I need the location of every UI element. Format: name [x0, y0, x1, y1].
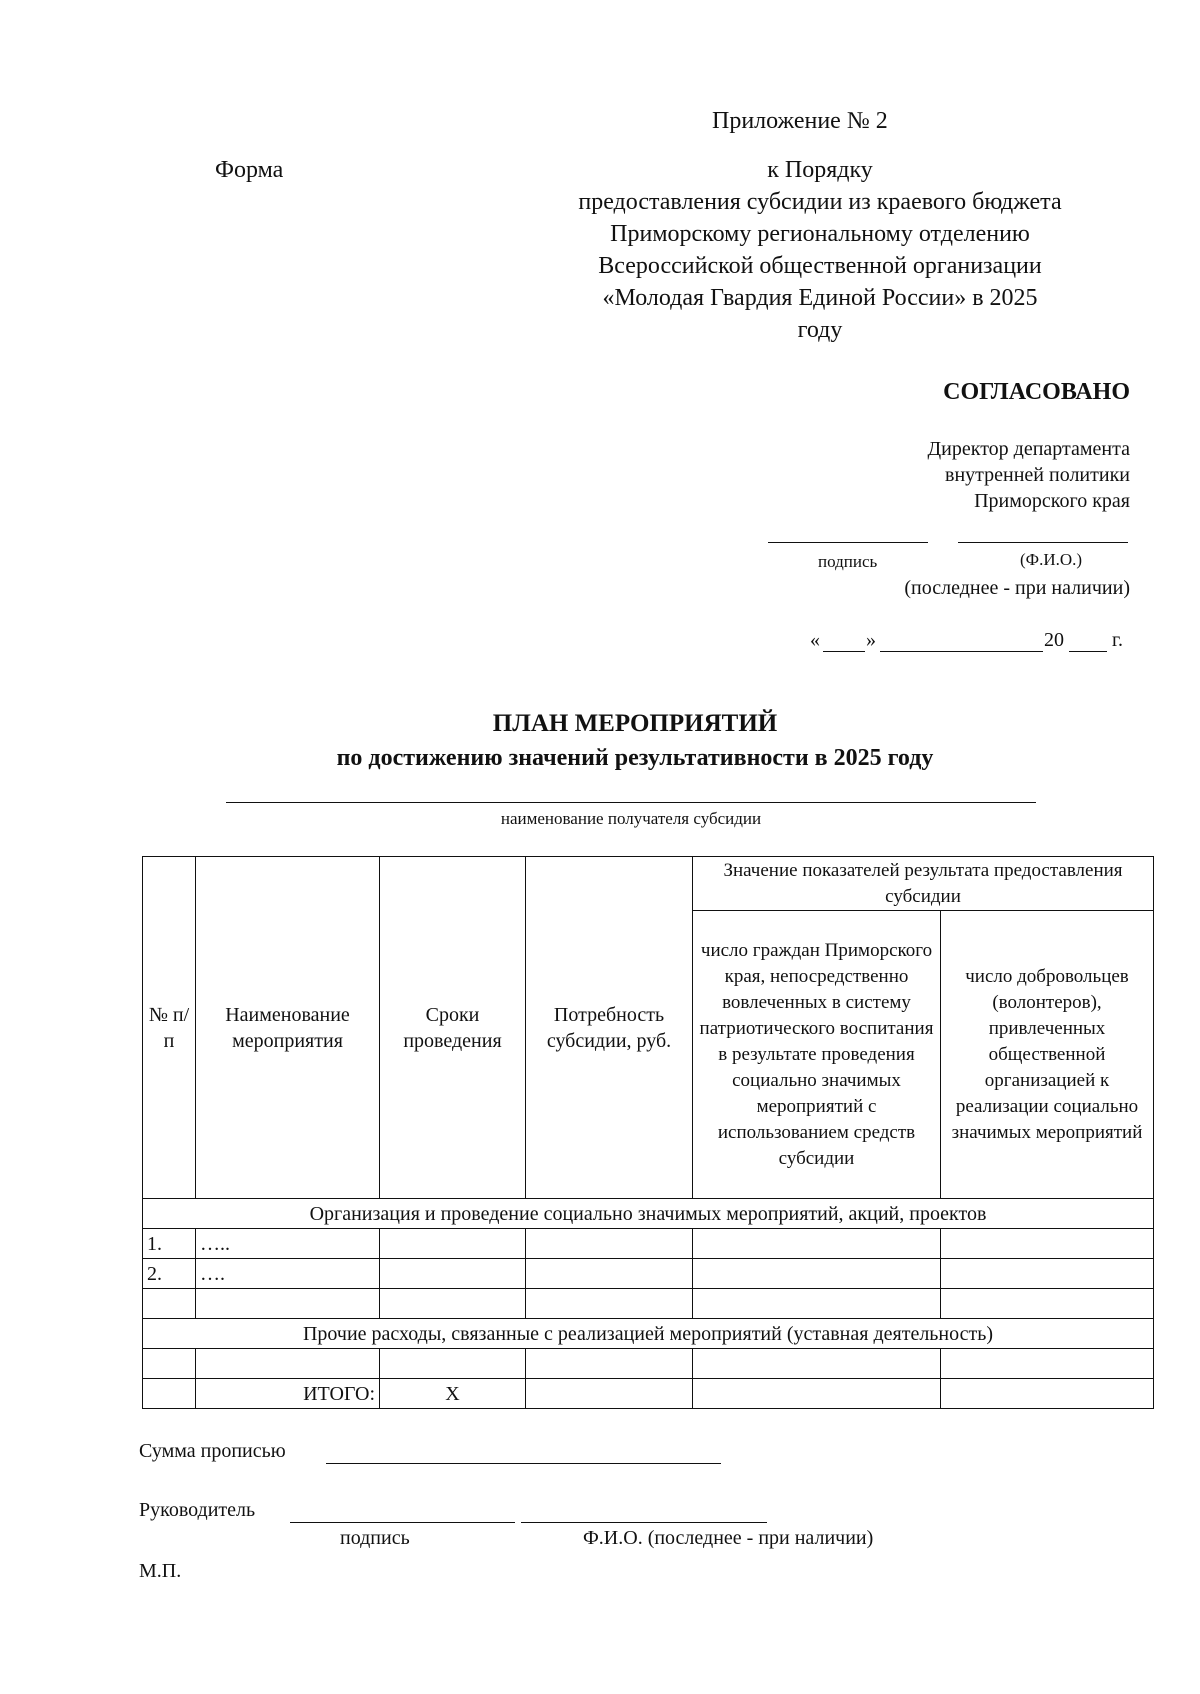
head-signature-label: подпись [340, 1527, 410, 1549]
row-citizens-cell [693, 1229, 941, 1259]
header-row [143, 857, 1154, 911]
head-label: Руководитель [139, 1499, 256, 1521]
table-row-empty [143, 1289, 1154, 1319]
approval-fio-note: (последнее - при наличии) [904, 577, 1130, 599]
table-row [143, 1229, 1154, 1259]
appendix-block [480, 154, 1160, 346]
header-need: Потребность субсидии, руб. [526, 857, 693, 1199]
total-need-cell [526, 1379, 693, 1409]
section-title-1: Организация и проведение социально значимых мероприятий, акций, проектов [143, 1199, 1154, 1229]
row-num: 2. [143, 1259, 196, 1289]
header-num: № п/п [143, 857, 196, 1199]
total-citizens-cell [693, 1379, 941, 1409]
table-row [143, 1259, 1154, 1289]
head-fio-line [521, 1522, 767, 1523]
approval-position [760, 436, 1130, 514]
approval-position-line: Директор департамента [927, 438, 1130, 460]
approval-fio-label: (Ф.И.О.) [1020, 550, 1083, 569]
row-need-cell [526, 1259, 693, 1289]
recipient-caption: наименование получателя субсидии [500, 809, 762, 828]
recipient-line [226, 802, 1036, 803]
date-year-suffix: г. [1112, 629, 1123, 651]
date-open-quote: « [810, 629, 820, 651]
approval-position-line: Приморского края [974, 490, 1130, 512]
header-indicators: Значение показателей результата предоставления субсидии [693, 857, 1154, 911]
date-month-line [880, 651, 1043, 652]
plan-table [142, 856, 1154, 1409]
appendix-line: Всероссийской общественной организации [598, 253, 1042, 279]
row-dates-cell [380, 1229, 526, 1259]
form-label: Форма [215, 157, 284, 183]
sum-label: Сумма прописью [139, 1440, 286, 1462]
approval-position-line: внутренней политики [945, 464, 1130, 486]
total-row [143, 1379, 1154, 1409]
appendix-title: Приложение № 2 [712, 108, 888, 134]
section-row [143, 1319, 1154, 1349]
appendix-line: к Порядку [767, 157, 873, 183]
row-volunteers-cell [941, 1259, 1154, 1289]
plan-subtitle: по достижению значений результативности в 2025 году [336, 745, 934, 771]
row-need-cell [526, 1229, 693, 1259]
date-day-line [823, 651, 865, 652]
table-row-empty [143, 1349, 1154, 1379]
appendix-line: «Молодая Гвардия Единой России» в 2025 [602, 285, 1038, 311]
head-signature-line [290, 1522, 515, 1523]
row-dates-cell [380, 1259, 526, 1289]
head-fio-label: Ф.И.О. (последнее - при наличии) [583, 1527, 874, 1549]
total-dates: Х [380, 1379, 526, 1409]
header-dates: Сроки проведения [380, 857, 526, 1199]
appendix-line: Приморскому региональному отделению [610, 221, 1030, 247]
section-title-2: Прочие расходы, связанные с реализацией мероприятий (уставная деятельность) [143, 1319, 1154, 1349]
date-year-line [1069, 651, 1107, 652]
row-citizens-cell [693, 1259, 941, 1289]
date-close-quote: » [866, 629, 876, 651]
approval-fio-line [958, 542, 1128, 543]
approval-signature-label: подпись [818, 552, 878, 571]
header-name: Наименование мероприятия [196, 857, 380, 1199]
section-row [143, 1199, 1154, 1229]
appendix-line: предоставления субсидии из краевого бюджета [578, 189, 1062, 215]
header-volunteers: число добровольцев (волонтеров), привлеченных общественной организацией к реализации социально значимых мероприятий [941, 911, 1154, 1199]
total-volunteers-cell [941, 1379, 1154, 1409]
header-citizens: число граждан Приморского края, непосредственно вовлеченных в систему патриотического воспитания в результате проведения социально значимых мероприятий с использованием средств субсидии [693, 911, 941, 1199]
row-num: 1. [143, 1229, 196, 1259]
approval-signature-line [768, 542, 928, 543]
appendix-line: году [797, 317, 843, 343]
row-name: ….. [196, 1229, 380, 1259]
stamp-label: М.П. [139, 1560, 182, 1582]
date-year-prefix: 20 [1044, 629, 1064, 651]
sum-line [326, 1463, 721, 1464]
total-label: ИТОГО: [196, 1379, 380, 1409]
row-name: …. [196, 1259, 380, 1289]
plan-title: ПЛАН МЕРОПРИЯТИЙ [492, 710, 778, 737]
row-volunteers-cell [941, 1229, 1154, 1259]
approval-title: СОГЛАСОВАНО [943, 379, 1130, 405]
